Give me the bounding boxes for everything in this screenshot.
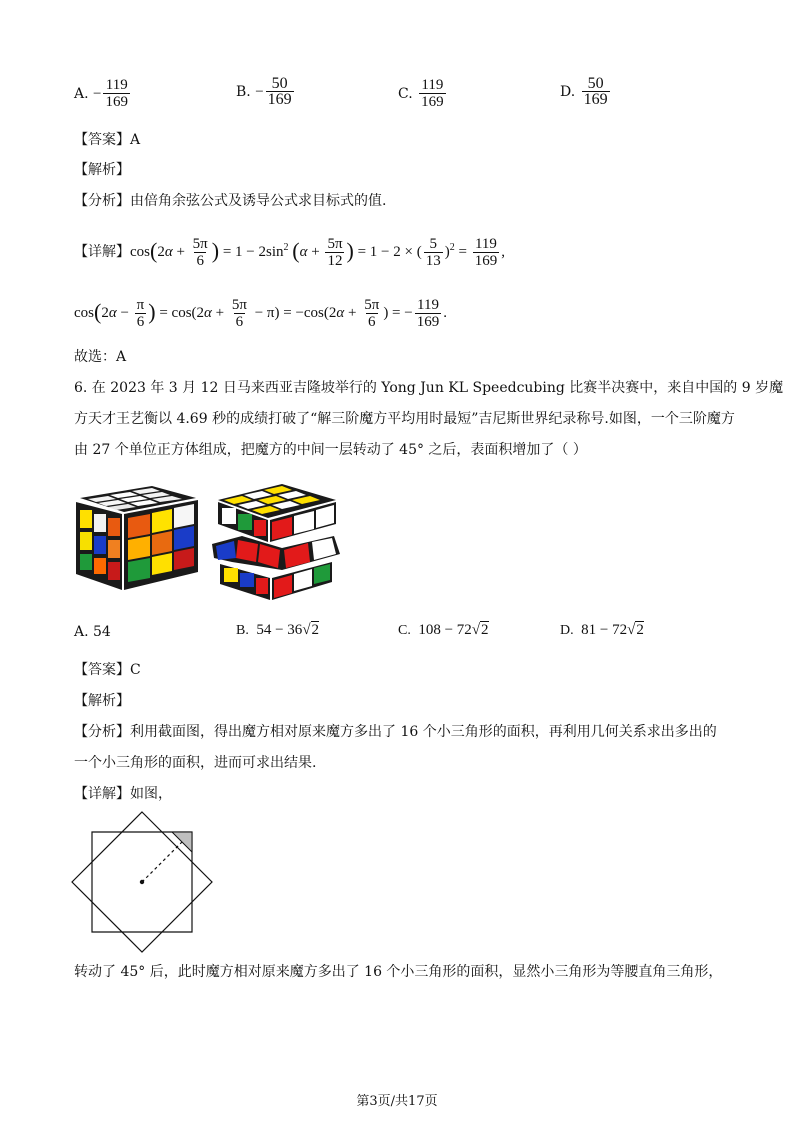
rubiks-cube-image-1 — [72, 478, 202, 598]
q6-fenxi-line2: 一个小三角形的面积，进而可求出结果. — [74, 755, 317, 771]
q5-option-a: A. − $\frac{119}{169}$ — [74, 77, 128, 110]
q6-option-c: C. 108 − 72√2 — [398, 622, 489, 638]
q6-answer: 【答案】C — [74, 662, 141, 678]
cross-section-diagram — [70, 810, 220, 954]
center-point — [140, 880, 144, 884]
q5-fenxi: 【分析】由倍角余弦公式及诱导公式求目标式的值. — [74, 193, 387, 209]
rubiks-cube-image-2 — [212, 478, 342, 602]
q5-option-d: D. $\frac{50}{169}$ — [560, 75, 608, 108]
q5-formula-2: cos(2α − $\frac{\pi}{6}$ ) = cos(2α + $\frac{5\pi}{6}$ − π) = −cos(2α + $\frac{5\pi}{6}$ ) = − $\frac{119}{169}$ . — [74, 296, 447, 330]
fraction: $\frac{119}{169}$ — [421, 77, 444, 110]
fraction: $\frac{119}{169}$ — [105, 77, 128, 110]
q5-answer: 【答案】A — [74, 132, 141, 148]
q5-jiexi: 【解析】 — [74, 162, 130, 178]
q5-option-c: C. $\frac{119}{169}$ — [398, 77, 444, 110]
q6-option-b: B. 54 − 36√2 — [236, 622, 320, 638]
q6-xiangjie: 【详解】如图， — [74, 786, 172, 802]
page-footer: 第3页/共17页 — [356, 1094, 438, 1109]
q6-jiexi: 【解析】 — [74, 693, 130, 709]
q5-formula-1: 【详解】cos(2α + $\frac{5\pi}{6}$ ) = $1 - 2\sin^2$ (α + $\frac{5\pi}{12}$ ) = 1 − 2 × ( $\frac{5}{13}$ )$^2$ = $\frac{119}{169}$ , — [74, 235, 505, 269]
q6-option-d: D. 81 − 72√2 — [560, 622, 644, 638]
q6-stem-line2: 方天才王艺衡以 4.69 秒的成绩打破了“解三阶魔方平均用时最短”吉尼斯世界纪录称号.如图，一个三阶魔方 — [74, 411, 735, 427]
q6-fenxi-line1: 【分析】利用截面图，得出魔方相对原来魔方多出了 16 个小三角形的面积，再利用几何关系求出多出的 — [74, 724, 717, 740]
q5-conclusion: 故选：A — [74, 349, 127, 365]
fraction: $\frac{50}{169}$ — [267, 75, 292, 108]
q6-stem-line3: 由 27 个单位正方体组成，把魔方的中间一层转动了 45° 之后，表面积增加了（ ） — [74, 442, 587, 458]
q6-option-a: A. 54 — [74, 624, 111, 640]
q6-stem-line1: 6. 在 2023 年 3 月 12 日马来西亚吉隆坡举行的 Yong Jun KL Speedcubing 比赛半决赛中，来自中国的 9 岁魔 — [74, 380, 784, 396]
q5-option-b: B. − $\frac{50}{169}$ — [236, 75, 292, 108]
q6-last-line: 转动了 45° 后，此时魔方相对原来魔方多出了 16 个小三角形的面积，显然小三角形为等腰直角三角形， — [74, 964, 723, 980]
fraction: $\frac{50}{169}$ — [583, 75, 608, 108]
dashed-radius — [142, 842, 182, 882]
